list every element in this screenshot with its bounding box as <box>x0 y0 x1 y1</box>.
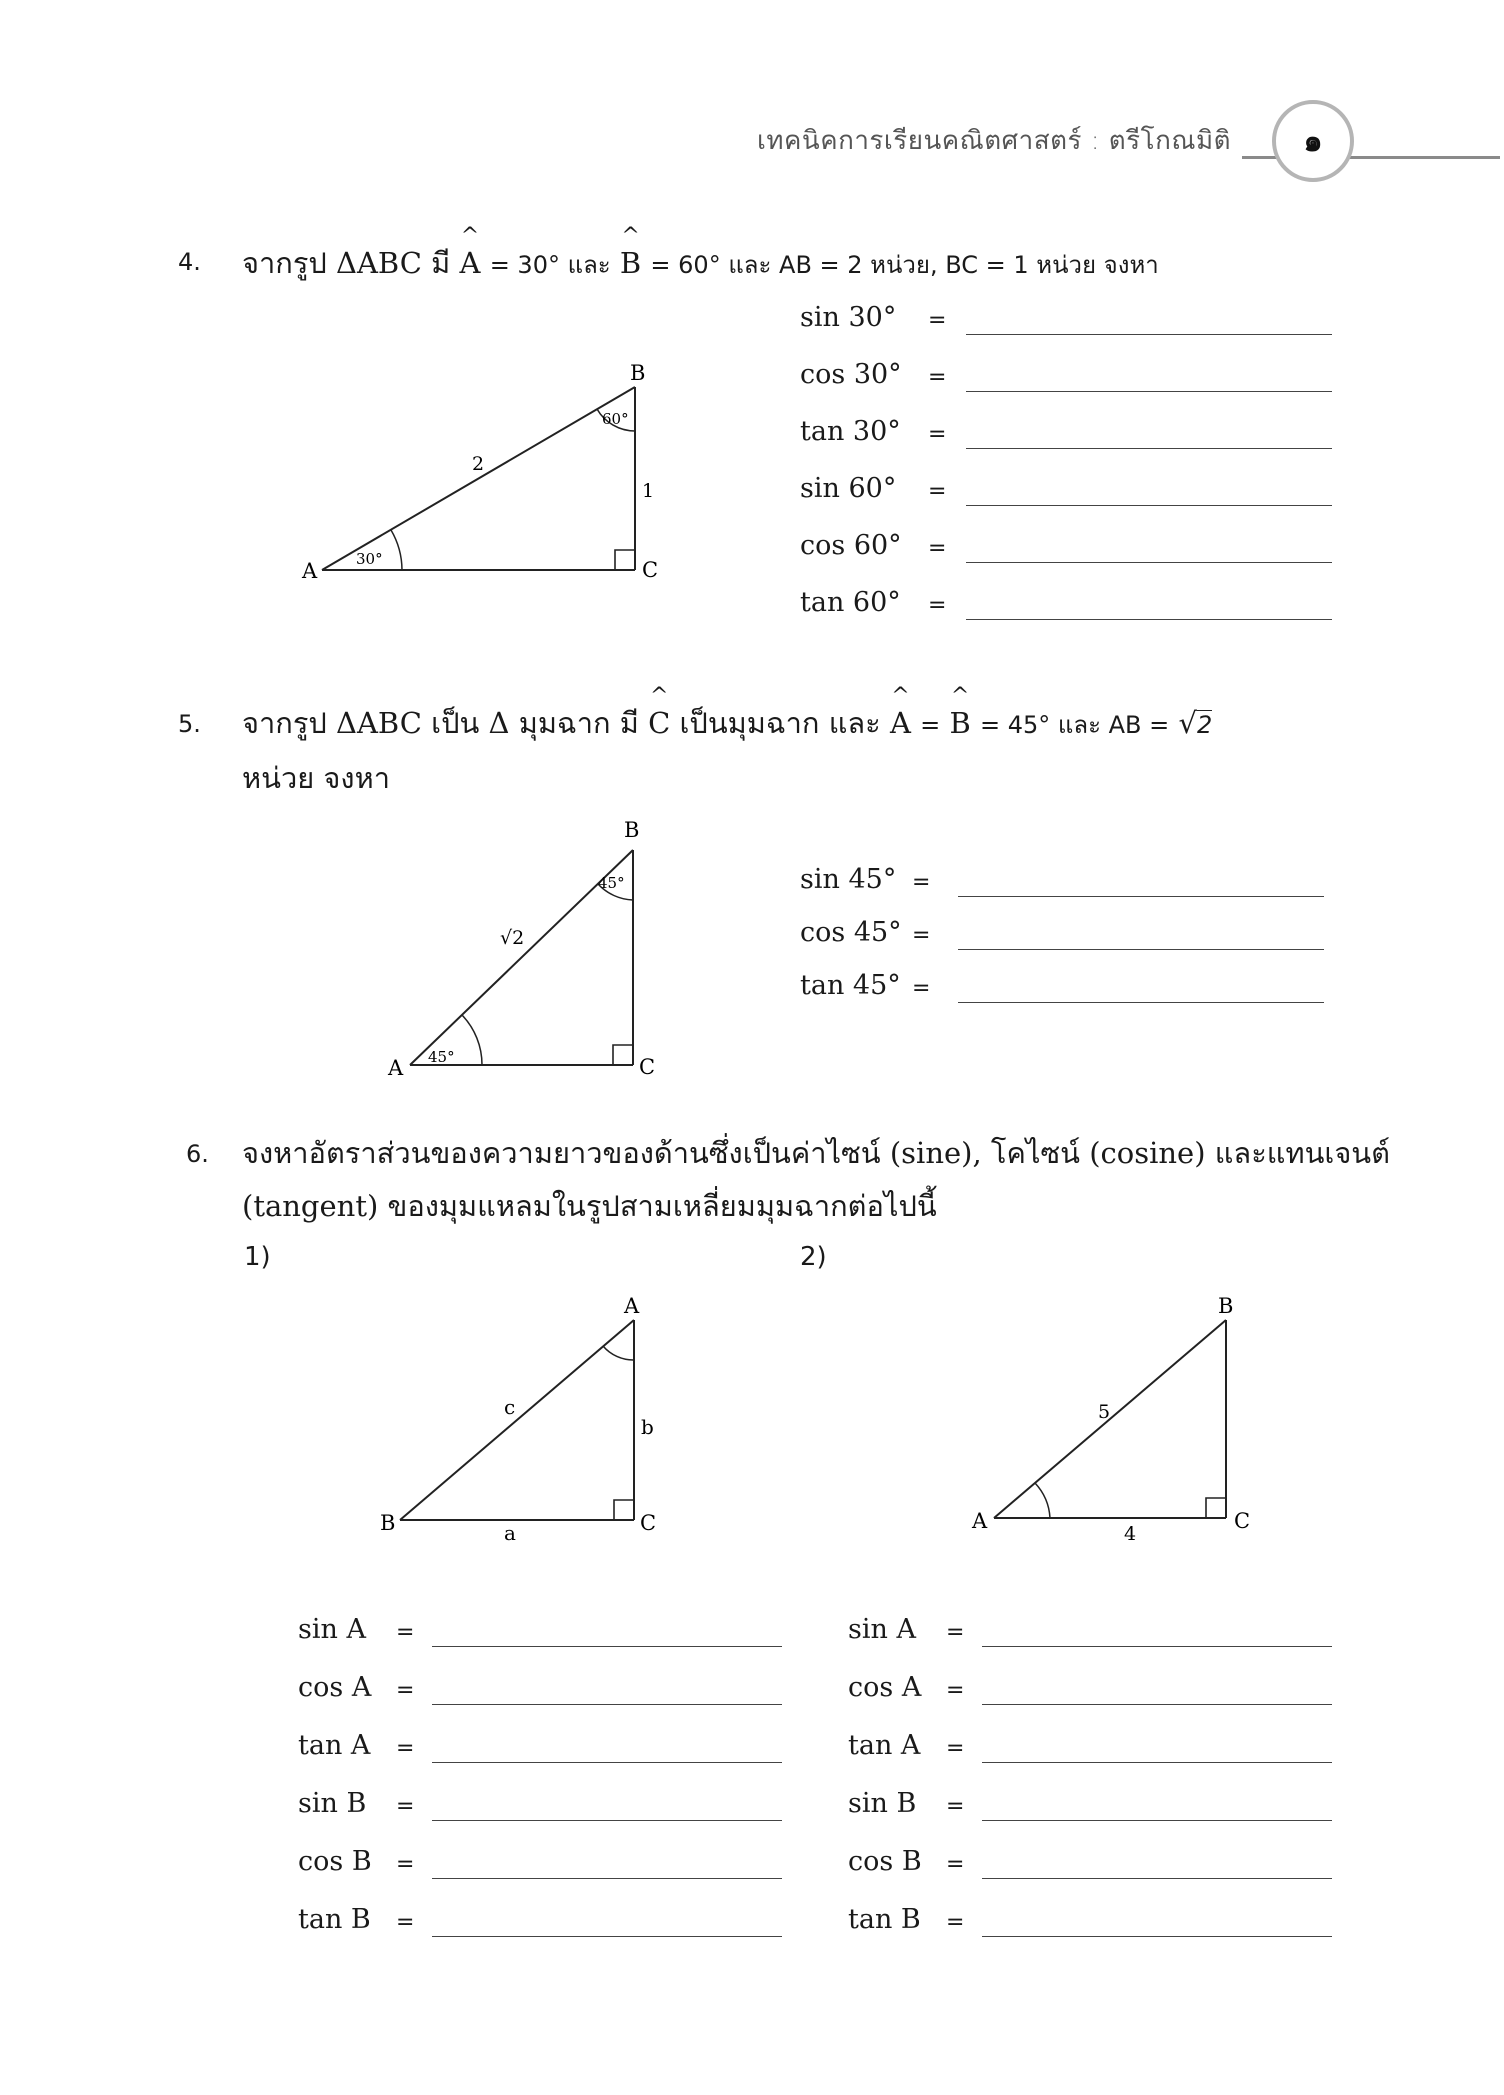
q4-answer-row <box>800 414 1340 471</box>
q6-part2-label: 2) <box>800 1242 827 1272</box>
q4-right-angle-mark <box>615 550 635 570</box>
q5-fn-label: sin 45° <box>800 864 897 895</box>
q6p1-label-side-a: a <box>504 1521 516 1545</box>
q4-answer-blank[interactable] <box>966 562 1332 563</box>
q6p2-angle-a-arc <box>1035 1483 1050 1518</box>
q5-eq1: = <box>920 711 941 739</box>
q4-angle-a-arc <box>391 530 402 570</box>
q6p2-label-base: 4 <box>1124 1523 1137 1545</box>
q6p1-fn-label: tan A <box>298 1730 371 1761</box>
q5-eq2: = 45° และ AB = <box>980 711 1170 739</box>
q4-label-side: 1 <box>642 480 655 502</box>
q5-text-line2: หน่วย จงหา <box>242 761 390 795</box>
q6p2-answer-blank[interactable] <box>982 1704 1332 1705</box>
q4-answer-blank[interactable] <box>966 391 1332 392</box>
q6p1-answer-blank[interactable] <box>432 1936 782 1937</box>
q4-angle-a: ^ A <box>459 224 481 280</box>
q6-part1-answer-list <box>298 1612 798 1960</box>
q4-eq-30: = 30° และ <box>489 251 611 279</box>
q5-sqrt2: √2 <box>1178 706 1213 740</box>
q5-label-angle-b: 45° <box>598 874 625 892</box>
q4-label-angle-a: 30° <box>356 550 383 568</box>
q4-text <box>242 224 1159 286</box>
page-number: ๑ <box>1303 123 1323 159</box>
q6p2-answer-blank[interactable] <box>982 1762 1332 1763</box>
q6p1-angle-a-arc <box>603 1346 634 1360</box>
q6p1-label-side-c: c <box>504 1395 516 1419</box>
q6p1-fn-label: sin B <box>298 1788 367 1819</box>
q6p2-answer-blank[interactable] <box>982 1646 1332 1647</box>
q5-answer-blank[interactable] <box>958 949 1324 950</box>
q5-answer-row <box>800 862 1340 915</box>
q5-angle-a: ^ A <box>889 684 911 740</box>
q6-part2-triangle-figure <box>960 1290 1270 1550</box>
q5-label-b: B <box>624 818 640 842</box>
q6p1-label-b: B <box>380 1511 396 1535</box>
q5-equals: = <box>912 870 931 895</box>
q6p2-equals: = <box>946 1620 965 1645</box>
q6p1-answer-blank[interactable] <box>432 1704 782 1705</box>
q4-label-c: C <box>642 558 659 582</box>
q4-answer-row <box>800 471 1340 528</box>
q4-label-hyp: 2 <box>472 453 485 475</box>
q6p2-label-a: A <box>972 1509 988 1533</box>
q5-answer-blank[interactable] <box>958 1002 1324 1003</box>
q4-equals: = <box>928 536 947 561</box>
q6p1-fn-label: tan B <box>298 1904 371 1935</box>
q5-answer-row <box>800 968 1340 1021</box>
q5-equals: = <box>912 976 931 1001</box>
q6p2-answer-row <box>848 1786 1348 1844</box>
q4-label-angle-b: 60° <box>602 410 629 428</box>
q5-number: 5. <box>178 710 201 738</box>
q6p2-label-b: B <box>1218 1294 1234 1318</box>
q4-answer-row <box>800 357 1340 414</box>
q4-equals: = <box>928 593 947 618</box>
q5-equals: = <box>912 923 931 948</box>
q4-equals: = <box>928 479 947 504</box>
q4-equals: = <box>928 308 947 333</box>
q4-fn-label: tan 60° <box>800 587 901 618</box>
q4-answer-blank[interactable] <box>966 448 1332 449</box>
q5-fn-label: tan 45° <box>800 970 901 1001</box>
q4-equals: = <box>928 422 947 447</box>
q6p1-right-angle-mark <box>614 1500 634 1520</box>
q6p2-fn-label: sin B <box>848 1788 917 1819</box>
q6p1-answer-row <box>298 1844 798 1902</box>
q6p2-fn-label: tan A <box>848 1730 921 1761</box>
q4-equals: = <box>928 365 947 390</box>
q6p1-answer-blank[interactable] <box>432 1878 782 1879</box>
q6p1-fn-label: cos A <box>298 1672 372 1703</box>
q4-answer-row <box>800 528 1340 585</box>
q6p2-right-angle-mark <box>1206 1498 1226 1518</box>
q6p1-label-a: A <box>624 1294 640 1318</box>
q5-label-angle-a: 45° <box>428 1048 455 1066</box>
q6p1-label-side-b: b <box>641 1415 654 1439</box>
q6p1-answer-row <box>298 1612 798 1670</box>
q5-text-pre: จากรูป ΔABC เป็น Δ มุมฉาก มี <box>242 706 639 740</box>
q6p1-answer-row <box>298 1786 798 1844</box>
q4-fn-label: sin 30° <box>800 302 897 333</box>
q6p1-answer-blank[interactable] <box>432 1820 782 1821</box>
q6p1-fn-label: sin A <box>298 1614 366 1645</box>
q4-answer-blank[interactable] <box>966 505 1332 506</box>
q6p2-answer-row <box>848 1902 1348 1960</box>
q5-text-mid: เป็นมุมฉาก และ <box>679 706 881 740</box>
q5-triangle-figure <box>380 810 680 1080</box>
q6p2-label-c: C <box>1234 1509 1251 1533</box>
q4-label-a: A <box>302 559 318 583</box>
q6p1-answer-blank[interactable] <box>432 1646 782 1647</box>
q4-side-ab <box>322 387 635 570</box>
q5-label-hyp: √2 <box>500 927 525 949</box>
q6p1-answer-row <box>298 1728 798 1786</box>
q6p2-equals: = <box>946 1794 965 1819</box>
q4-fn-label: sin 60° <box>800 473 897 504</box>
q4-number: 4. <box>178 248 201 276</box>
q5-angle-c: ^ C <box>648 684 671 740</box>
q6p1-answer-row <box>298 1902 798 1960</box>
q4-text-pre: จากรูป ΔABC มี <box>242 246 451 280</box>
q6p1-equals: = <box>396 1794 415 1819</box>
q6p2-answer-row <box>848 1612 1348 1670</box>
q4-answer-blank[interactable] <box>966 619 1332 620</box>
q4-fn-label: tan 30° <box>800 416 901 447</box>
q6p1-answer-row <box>298 1670 798 1728</box>
q6p1-equals: = <box>396 1910 415 1935</box>
q4-fn-label: cos 30° <box>800 359 902 390</box>
q6p2-fn-label: sin A <box>848 1614 916 1645</box>
q6-number: 6. <box>186 1140 209 1168</box>
q6p1-fn-label: cos B <box>298 1846 372 1877</box>
q6p1-equals: = <box>396 1852 415 1877</box>
q5-right-angle-mark <box>613 1045 633 1065</box>
q6p2-answer-row <box>848 1670 1348 1728</box>
q6p2-equals: = <box>946 1852 965 1877</box>
q6p1-equals: = <box>396 1678 415 1703</box>
q6p2-answer-row <box>848 1844 1348 1902</box>
q5-text <box>242 684 1213 746</box>
q6p2-fn-label: cos B <box>848 1846 922 1877</box>
q6-text-line2: (tangent) ของมุมแหลมในรูปสามเหลี่ยมมุมฉากต่อไปนี้ <box>242 1189 937 1223</box>
q4-answer-row <box>800 300 1340 357</box>
q5-label-c: C <box>639 1055 656 1079</box>
q6p1-side-c <box>400 1320 634 1520</box>
q6-text-line1: จงหาอัตราส่วนของความยาวของด้านซึ่งเป็นค่าไซน์ (sine), โคไซน์ (cosine) และแทนเจนต์ <box>242 1136 1390 1170</box>
q4-triangle-figure <box>290 360 680 590</box>
q4-answer-row <box>800 585 1340 642</box>
q5-answer-row <box>800 915 1340 968</box>
q6p2-equals: = <box>946 1736 965 1761</box>
page-number-badge <box>1272 100 1354 182</box>
q4-eq-60: = 60° และ AB = 2 หน่วย, BC = 1 หน่วย จงหา <box>650 251 1159 279</box>
q6p2-answer-blank[interactable] <box>982 1878 1332 1879</box>
q6p1-equals: = <box>396 1736 415 1761</box>
q4-fn-label: cos 60° <box>800 530 902 561</box>
q6p1-label-c: C <box>640 1511 657 1535</box>
q4-answer-list <box>800 300 1340 642</box>
q6p2-fn-label: cos A <box>848 1672 922 1703</box>
q6p2-fn-label: tan B <box>848 1904 921 1935</box>
q4-angle-b: ^ B <box>619 224 642 280</box>
q6p2-answer-row <box>848 1728 1348 1786</box>
q5-answer-list <box>800 862 1340 1021</box>
q6p2-equals: = <box>946 1910 965 1935</box>
q6p2-equals: = <box>946 1678 965 1703</box>
q6-part2-answer-list <box>848 1612 1348 1960</box>
q5-angle-a-arc <box>462 1015 482 1065</box>
q5-label-a: A <box>388 1056 404 1080</box>
q4-answer-blank[interactable] <box>966 334 1332 335</box>
q6p2-label-hyp: 5 <box>1098 1401 1111 1423</box>
q6p1-answer-blank[interactable] <box>432 1762 782 1763</box>
q6p2-answer-blank[interactable] <box>982 1820 1332 1821</box>
q5-angle-b: ^ B <box>949 684 971 740</box>
q6p1-equals: = <box>396 1620 415 1645</box>
q6-part1-triangle-figure <box>370 1290 680 1550</box>
header-title: เทคนิคการเรียนคณิตศาสตร์ : ตรีโกณมิติ <box>757 126 1231 156</box>
q5-fn-label: cos 45° <box>800 917 902 948</box>
q6p2-answer-blank[interactable] <box>982 1936 1332 1937</box>
q5-answer-blank[interactable] <box>958 896 1324 897</box>
q4-label-b: B <box>630 361 646 385</box>
q6-part1-label: 1) <box>244 1242 271 1272</box>
